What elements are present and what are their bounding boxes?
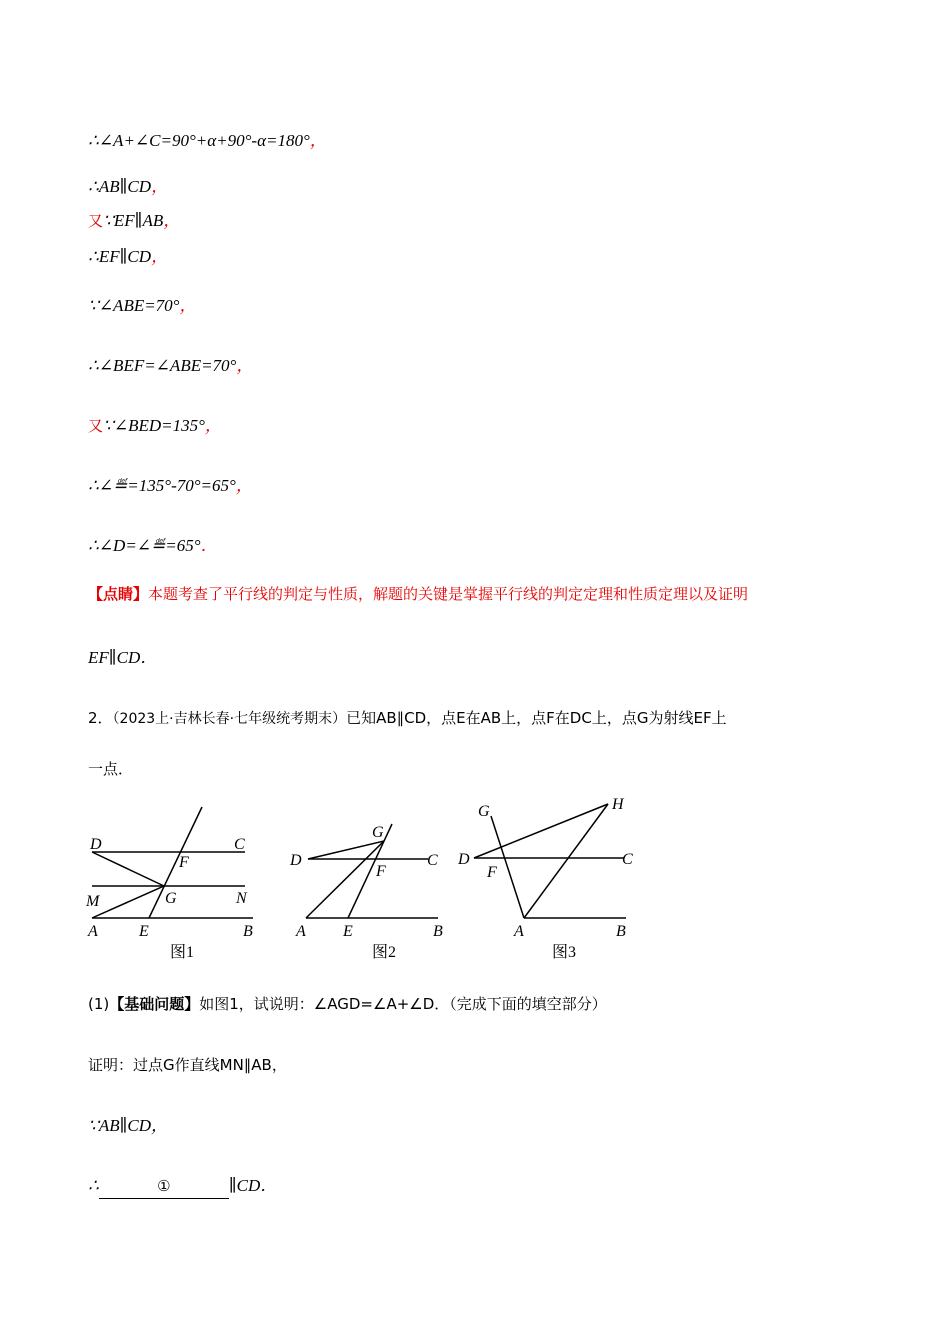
equation: ∴∠D=∠≝=65° [88, 536, 201, 555]
fig1-label-N: N [236, 890, 247, 907]
equation: ∴∠A+∠C=90°+α+90°-α=180° [88, 131, 310, 150]
solution-line-2 [88, 176, 168, 198]
fig2-label-E: E [343, 923, 353, 940]
solution-line-6 [88, 355, 253, 377]
question-2-stem-cont: 一点． [88, 760, 134, 778]
figure-3 [456, 790, 646, 969]
fig2-label-C: C [427, 852, 438, 869]
fig2-label-B: B [433, 923, 443, 940]
punct: ， [204, 416, 222, 435]
part-1-statement [88, 993, 607, 1015]
solution-line-3 [88, 210, 180, 232]
therefore: ∴ [88, 1176, 99, 1195]
fig3-label-A: A [514, 923, 524, 940]
fig1-caption: 图1 [170, 944, 195, 961]
proof-line-3 [88, 1175, 277, 1199]
question-source: （2023上·吉林长春·七年级统考期末） [112, 711, 347, 727]
equation: ∴AB∥CD [88, 177, 152, 196]
prefix: 又 [88, 212, 104, 230]
fig3-label-H: H [612, 796, 624, 813]
fig2-label-G: G [372, 824, 384, 841]
punct: ， [151, 177, 169, 196]
fig3-caption: 图3 [552, 944, 577, 961]
part-text: 如图1，试说明：∠AGD=∠A+∠D．（完成下面的填空部分） [199, 995, 607, 1013]
fig2-label-F: F [376, 863, 386, 880]
fig1-label-B: B [243, 923, 253, 940]
solution-line-1 [88, 130, 327, 152]
fig1-label-F: F [179, 854, 189, 871]
equation: ∴∠BEF=∠ABE=70° [88, 356, 237, 375]
punct: ， [179, 296, 197, 315]
fig3-label-F: F [487, 864, 497, 881]
punct: ， [236, 356, 254, 375]
fig1-label-C: C [234, 836, 245, 853]
proof-line-1: 证明：过点G作直线MN∥AB， [88, 1056, 287, 1074]
punct: ， [163, 211, 181, 230]
fig3-label-C: C [622, 851, 633, 868]
equation: ∴EF∥CD [88, 247, 152, 266]
comment-line [88, 583, 748, 605]
fig3-label-D: D [458, 851, 470, 868]
fig1-label-G: G [165, 890, 177, 907]
figure-2 [288, 790, 448, 969]
comment-continuation: EF∥CD． [88, 648, 158, 667]
fig3-label-B: B [616, 923, 626, 940]
fig2-label-D: D [290, 852, 302, 869]
solution-line-5 [88, 295, 196, 317]
solution-line-9 [88, 535, 218, 557]
part-tag: 【基础问题】 [109, 995, 200, 1013]
fig1-label-E: E [139, 923, 149, 940]
part-label: (1) [88, 995, 110, 1013]
equation: ∵∠ABE=70° [88, 296, 180, 315]
fig3-label-G: G [478, 803, 490, 820]
fill-blank-1[interactable]: ① [99, 1176, 229, 1199]
punct: ， [235, 476, 253, 495]
punct: ， [309, 131, 327, 150]
fig2-caption: 图2 [372, 944, 397, 961]
comment-tag: 【点睛】 [88, 585, 149, 603]
figure-1 [80, 790, 270, 969]
comment-text: 本题考查了平行线的判定与性质，解题的关键是掌握平行线的判定定理和性质定理以及证明 [148, 585, 749, 603]
solution-line-4 [88, 246, 168, 268]
solution-line-8 [88, 475, 253, 497]
punct: ． [200, 536, 218, 555]
punct: ， [151, 247, 169, 266]
prefix: 又 [88, 417, 104, 435]
equation: ∴∠≝=135°-70°=65° [88, 476, 236, 495]
question-number: 2． [88, 709, 113, 727]
fig1-label-D: D [90, 836, 102, 853]
question-2-stem [88, 707, 727, 730]
fig2-label-A: A [296, 923, 306, 940]
equation: ∵EF∥AB [103, 211, 164, 230]
proof-suffix: ∥CD． [228, 1176, 278, 1195]
equation: ∵∠BED=135° [103, 416, 205, 435]
solution-line-7 [88, 415, 222, 437]
fig1-label-A: A [88, 923, 98, 940]
fig1-label-M: M [86, 893, 100, 910]
question-text: 已知AB∥CD，点E在AB上，点F在DC上，点G为射线EF上 [346, 709, 727, 727]
proof-line-2: ∵AB∥CD， [88, 1116, 169, 1135]
